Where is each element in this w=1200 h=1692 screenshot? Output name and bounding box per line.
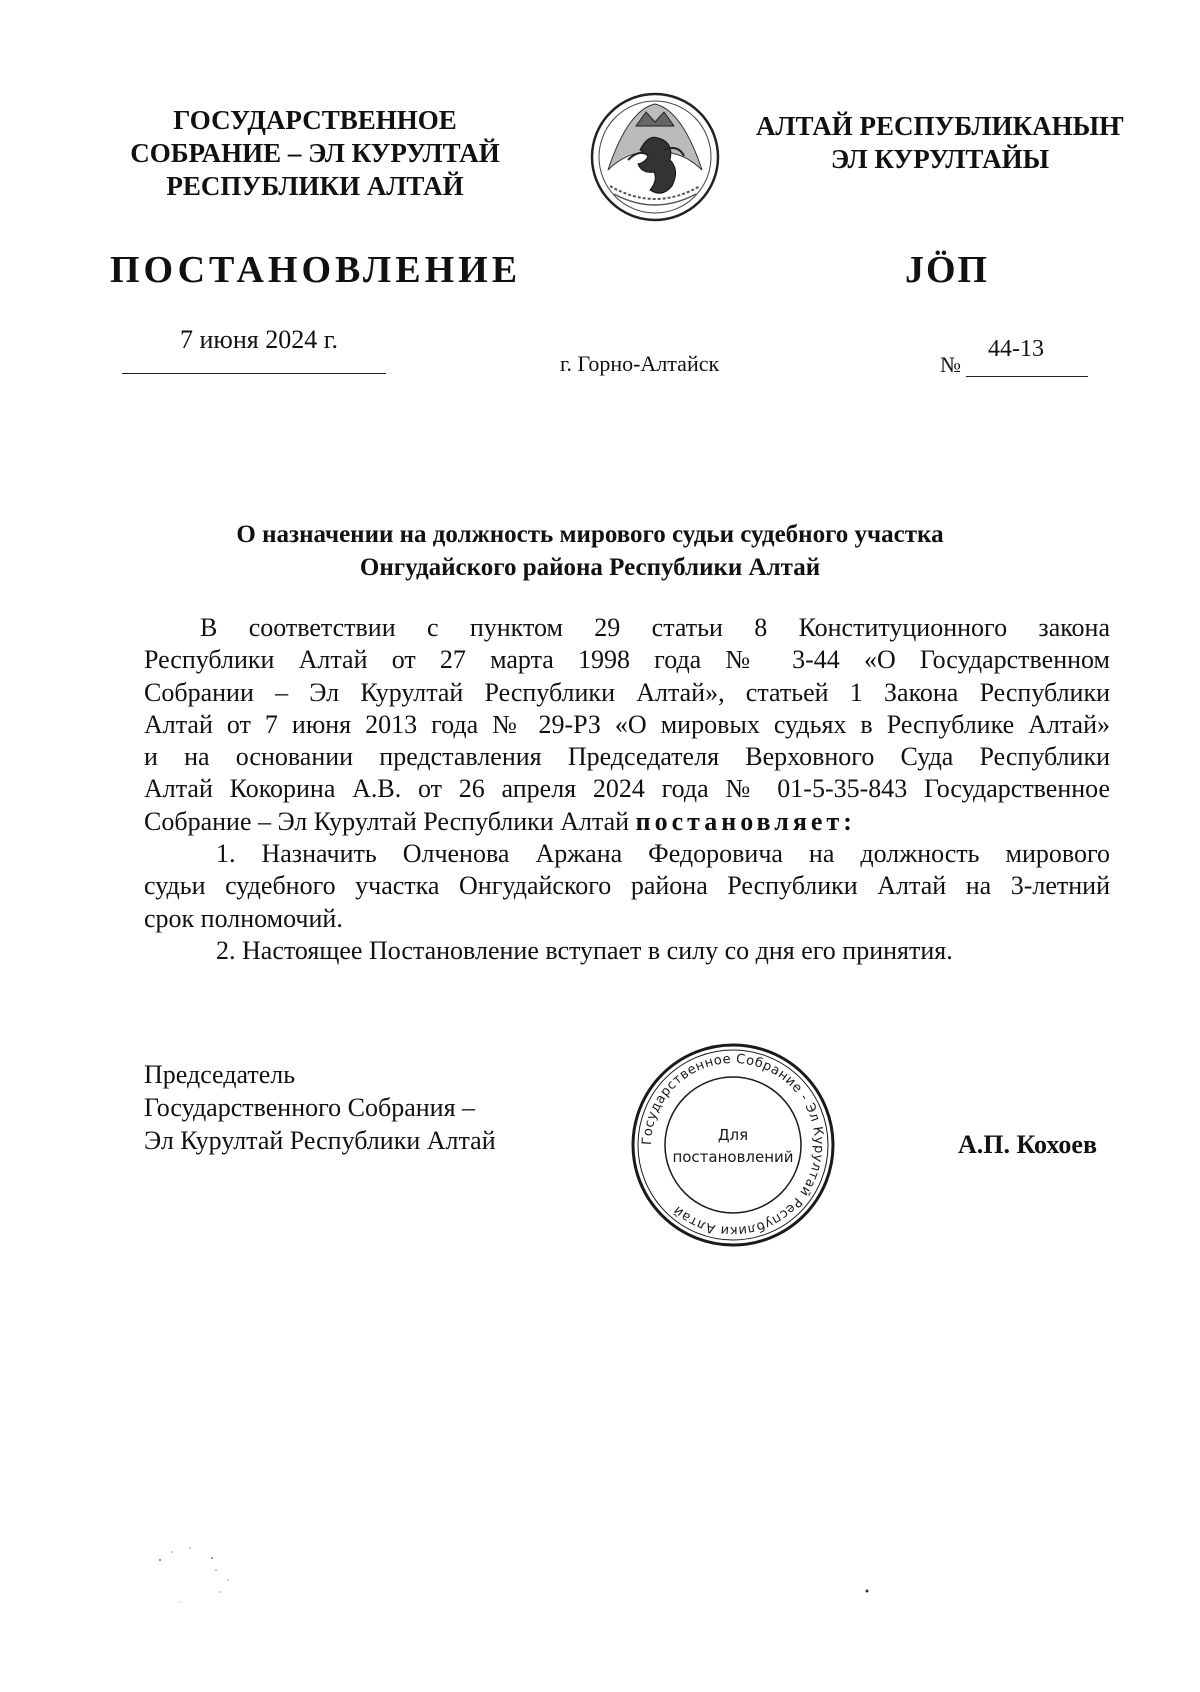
header-left-line-3: РЕСПУБЛИКИ АЛТАЙ [166,171,464,201]
body-line: В соответствии с пунктом 29 статьи 8 Конституционного закона [200,613,1110,642]
header-left-org-name [110,104,520,203]
item-1-line: судьи судебного участка Онгудайского района Республики Алтай на 3-летний [144,871,1110,901]
document-number: 44-13 [988,336,1044,362]
position-line-3: Эл Курултай Республики Алтай [144,1126,496,1155]
subject-line-2: Онгудайского района Республики Алтай [359,554,821,581]
body-line: Алтай от 7 июня 2013 года № 29-РЗ «О мировых судьях в Республике Алтай» [144,709,1110,739]
subject-line-1: О назначении на должность мирового судьи судебного участка [236,521,944,548]
body-line: Алтай Кокорина А.В. от 26 апреля 2024 года № 01-5-35-843 Государственное [144,774,1110,804]
position-line-2: Государственного Собрания – [144,1093,476,1122]
header-left-line-1: ГОСУДАРСТВЕННОЕ [173,105,457,135]
document-city: г. Горно-Алтайск [560,351,720,376]
coat-of-arms-emblem [588,90,722,224]
header-left-line-2: СОБРАНИЕ – ЭЛ КУРУЛТАЙ [130,138,500,168]
body-line: Собрании – Эл Курултай Республики Алтай», статьей 1 Закона Республики [144,677,1110,707]
document-date: 7 июня 2024 г. [180,325,338,354]
signatory-position [144,1058,496,1157]
official-stamp [628,1040,838,1250]
resolves-keyword: постановляет: [635,806,856,836]
position-line-1: Председатель [144,1060,296,1089]
body-line: Республики Алтай от 27 марта 1998 года № 3-44 «О Государственном [144,645,1110,675]
doc-type-title-ru: ПОСТАНОВЛЕНИЕ [110,249,522,291]
number-underline [966,376,1088,377]
stamp-center-line-1: Для [717,1126,749,1144]
body-line: и на основании представления Председателя Верховного Суда Республики [144,742,1110,772]
body-line: Собрание – Эл Курултай Республики Алтай постановляет: [144,806,856,836]
scan-noise-dot [864,1588,870,1594]
signatory-name: А.П. Кохоев [958,1130,1098,1159]
number-sign: № [940,352,961,377]
scan-noise-specks [150,1540,270,1610]
document-subject [150,518,1030,584]
item-2-line: 2. Настоящее Постановление вступает в силу со дня его принятия. [216,935,953,965]
stamp-ring-text: Государственное Собрание - Эл Курултай Республики Алтай [639,1051,827,1239]
header-right-line-1: АЛТАЙ РЕСПУБЛИКАНЫҤ [755,111,1125,141]
svg-text:Государственное Собрание - Эл [640,1052,826,1238]
document-body [144,612,1110,967]
header-right-org-name [745,110,1135,176]
date-underline [122,373,386,374]
item-1-line: срок полномочий. [144,903,343,933]
item-1-line: 1. Назначить Олченова Аржана Федоровича на должность мирового [216,839,1110,869]
doc-type-title-altai: JӦП [905,249,990,291]
stamp-center-line-2: постановлений [672,1148,794,1166]
header-right-line-2: ЭЛ КУРУЛТАЙЫ [830,144,1050,174]
